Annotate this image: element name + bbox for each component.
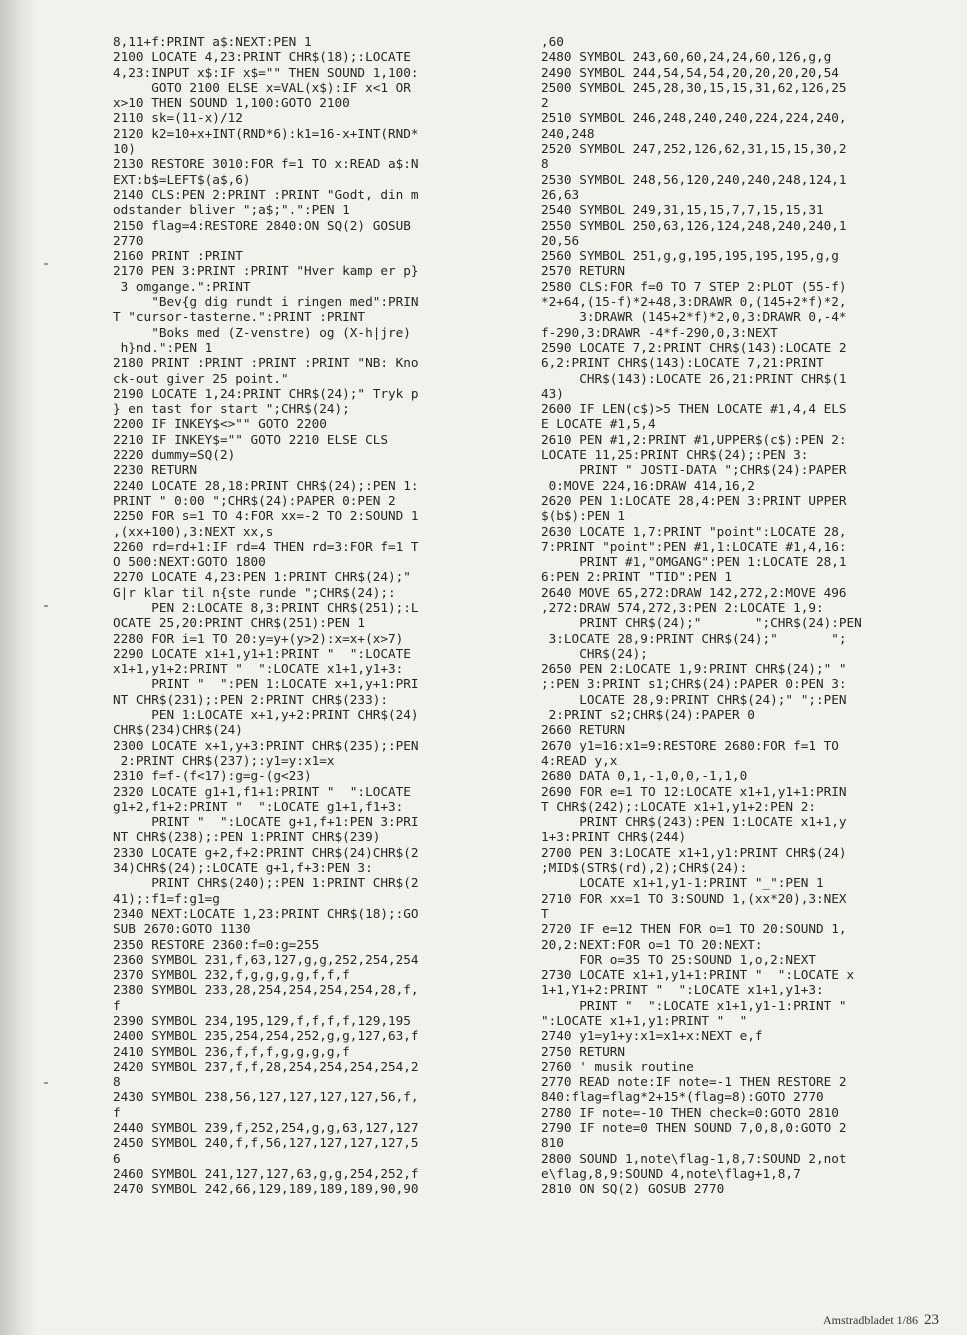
gutter-mark — [44, 263, 48, 265]
magazine-name: Amstradbladet 1/86 — [823, 1313, 918, 1327]
page-footer — [823, 1312, 939, 1329]
gutter-mark — [44, 1082, 48, 1084]
code-listing-left-column: 8,11+f:PRINT a$:NEXT:PEN 1 2100 LOCATE 4,23:PRINT CHR$(18);:LOCATE 4,23:INPUT x$:IF x$="" THEN SOUND 1,100: GOTO 2100 ELSE x=VAL(x$):IF x<1 OR x>10 THEN SOUND 1,100:GOTO 2100 2110 sk=(11-x)/12 2120 k2=10+x+INT(RND*6):k1=16-x+INT(RND* 10) 2130 RESTORE 3010:FOR f=1 TO x:READ a$:N EXT:b$=LEFT$(a$,6) 2140 CLS:PEN 2:PRINT :PRINT "Godt, din m odstander bliver ";a$;".":PEN 1 2150 flag=4:RESTORE 2840:ON SQ(2) GOSUB 2770 2160 PRINT :PRINT 2170 PEN 3:PRINT :PRINT "Hver kamp er p} 3 omgange.":PRINT "Bev{g dig rundt i ringen med":PRIN T "cursor-tasterne.":PRINT :PRINT "Boks med (Z-venstre) og (X-h|jre) h}nd.":PEN 1 2180 PRINT :PRINT :PRINT :PRINT "NB: Kno ck-out giver 25 point." 2190 LOCATE 1,24:PRINT CHR$(24);" Tryk p } en tast for start ";CHR$(24); 2200 IF INKEY$<>"" GOTO 2200 2210 IF INKEY$="" GOTO 2210 ELSE CLS 2220 dummy=SQ(2) 2230 RETURN 2240 LOCATE 28,18:PRINT CHR$(24);:PEN 1: PRINT " 0:00 ";CHR$(24):PAPER 0:PEN 2 2250 FOR s=1 TO 4:FOR xx=-2 TO 2:SOUND 1 ,(xx+100),3:NEXT xx,s 2260 rd=rd+1:IF rd=4 THEN rd=3:FOR f=1 T O 500:NEXT:GOTO 1800 2270 LOCATE 4,23:PEN 1:PRINT CHR$(24);" G|r klar til n{ste runde ";CHR$(24);: PEN 2:LOCATE 8,3:PRINT CHR$(251);:L OCATE 25,20:PRINT CHR$(251):PEN 1 2280 FOR i=1 TO 20:y=y+(y>2):x=x+(x>7) 2290 LOCATE x1+1,y1+1:PRINT " ":LOCATE x1+1,y1+2:PRINT " ":LOCATE x1+1,y1+3: PRINT " ":PEN 1:LOCATE x+1,y+1:PRI NT CHR$(231);:PEN 2:PRINT CHR$(233): PEN 1:LOCATE x+1,y+2:PRINT CHR$(24) CHR$(234)CHR$(24) 2300 LOCATE x+1,y+3:PRINT CHR$(235);:PEN 2:PRINT CHR$(237);:y1=y:x1=x 2310 f=f-(f<17):g=g-(g<23) 2320 LOCATE g1+1,f1+1:PRINT " ":LOCATE g1+2,f1+2:PRINT " ":LOCATE g1+1,f1+3: PRINT " ":LOCATE g+1,f+1:PEN 3:PRI NT CHR$(238);:PEN 1:PRINT CHR$(239) 2330 LOCATE g+2,f+2:PRINT CHR$(24)CHR$(2 34)CHR$(24);:LOCATE g+1,f+3:PEN 3: PRINT CHR$(240);:PEN 1:PRINT CHR$(2 41);:f1=f:g1=g 2340 NEXT:LOCATE 1,23:PRINT CHR$(18);:GO SUB 2670:GOTO 1130 2350 RESTORE 2360:f=0:g=255 2360 SYMBOL 231,f,63,127,g,g,252,254,254 2370 SYMBOL 232,f,g,g,g,g,f,f,f 2380 SYMBOL 233,28,254,254,254,254,28,f, f 2390 SYMBOL 234,195,129,f,f,f,f,129,195 2400 SYMBOL 235,254,254,252,g,g,127,63,f 2410 SYMBOL 236,f,f,f,g,g,g,g,f 2420 SYMBOL 237,f,f,28,254,254,254,254,2 8 2430 SYMBOL 238,56,127,127,127,127,56,f, f 2440 SYMBOL 239,f,252,254,g,g,63,127,127 2450 SYMBOL 240,f,f,56,127,127,127,127,5 6 2460 SYMBOL 241,127,127,63,g,g,254,252,f 2470 SYMBOL 242,66,129,189,189,189,90,90 — [113, 34, 419, 1197]
code-listing-right-column: ,60 2480 SYMBOL 243,60,60,24,24,60,126,g,g 2490 SYMBOL 244,54,54,54,20,20,20,20,54 2500 SYMBOL 245,28,30,15,15,31,62,126,25 2 2510 SYMBOL 246,248,240,240,224,224,240, 240,248 2520 SYMBOL 247,252,126,62,31,15,15,30,2 8 2530 SYMBOL 248,56,120,240,240,248,124,1 26,63 2540 SYMBOL 249,31,15,15,7,7,15,15,31 2550 SYMBOL 250,63,126,124,248,240,240,1 20,56 2560 SYMBOL 251,g,g,195,195,195,195,g,g 2570 RETURN 2580 CLS:FOR f=0 TO 7 STEP 2:PLOT (55-f) *2+64,(15-f)*2+48,3:DRAWR 0,(145+2*f)*2, 3:DRAWR (145+2*f)*2,0,3:DRAWR 0,-4* f-290,3:DRAWR -4*f-290,0,3:NEXT 2590 LOCATE 7,2:PRINT CHR$(143):LOCATE 2 6,2:PRINT CHR$(143):LOCATE 7,21:PRINT CHR$(143):LOCATE 26,21:PRINT CHR$(1 43) 2600 IF LEN(c$)>5 THEN LOCATE #1,4,4 ELS E LOCATE #1,5,4 2610 PEN #1,2:PRINT #1,UPPER$(c$):PEN 2: LOCATE 11,25:PRINT CHR$(24);:PEN 3: PRINT " JOSTI-DATA ";CHR$(24):PAPER 0:MOVE 224,16:DRAW 414,16,2 2620 PEN 1:LOCATE 28,4:PEN 3:PRINT UPPER $(b$):PEN 1 2630 LOCATE 1,7:PRINT "point":LOCATE 28, 7:PRINT "point":PEN #1,1:LOCATE #1,4,16: PRINT #1,"OMGANG":PEN 1:LOCATE 28,1 6:PEN 2:PRINT "TID":PEN 1 2640 MOVE 65,272:DRAW 142,272,2:MOVE 496 ,272:DRAW 574,272,3:PEN 2:LOCATE 1,9: PRINT CHR$(24);" ";CHR$(24):PEN 3:LOCATE 28,9:PRINT CHR$(24);" "; CHR$(24); 2650 PEN 2:LOCATE 1,9:PRINT CHR$(24);" " ;:PEN 3:PRINT s1;CHR$(24):PAPER 0:PEN 3: LOCATE 28,9:PRINT CHR$(24);" ";:PEN 2:PRINT s2;CHR$(24):PAPER 0 2660 RETURN 2670 y1=16:x1=9:RESTORE 2680:FOR f=1 TO 4:READ y,x 2680 DATA 0,1,-1,0,0,-1,1,0 2690 FOR e=1 TO 12:LOCATE x1+1,y1+1:PRIN T CHR$(242);:LOCATE x1+1,y1+2:PEN 2: PRINT CHR$(243):PEN 1:LOCATE x1+1,y 1+3:PRINT CHR$(244) 2700 PEN 3:LOCATE x1+1,y1:PRINT CHR$(24) ;MID$(STR$(rd),2);CHR$(24): LOCATE x1+1,y1-1:PRINT "_":PEN 1 2710 FOR xx=1 TO 3:SOUND 1,(xx*20),3:NEX T 2720 IF e=12 THEN FOR o=1 TO 20:SOUND 1, 20,2:NEXT:FOR o=1 TO 20:NEXT: FOR o=35 TO 25:SOUND 1,o,2:NEXT 2730 LOCATE x1+1,y1+1:PRINT " ":LOCATE x 1+1,Y1+2:PRINT " ":LOCATE x1+1,y1+3: PRINT " ":LOCATE x1+1,y1-1:PRINT " ":LOCATE x1+1,y1:PRINT " " 2740 y1=y1+y:x1=x1+x:NEXT e,f 2750 RETURN 2760 ' musik routine 2770 READ note:IF note=-1 THEN RESTORE 2 840:flag=flag*2+15*(flag=8):GOTO 2770 2780 IF note=-10 THEN check=0:GOTO 2810 2790 IF note=0 THEN SOUND 7,0,8,0:GOTO 2 810 2800 SOUND 1,note\flag-1,8,7:SOUND 2,not e\flag,8,9:SOUND 4,note\flag+1,8,7 2810 ON SQ(2) GOSUB 2770 — [541, 34, 862, 1197]
binding-gutter — [0, 0, 38, 1335]
page-number: 23 — [924, 1312, 939, 1328]
gutter-mark — [44, 605, 48, 607]
